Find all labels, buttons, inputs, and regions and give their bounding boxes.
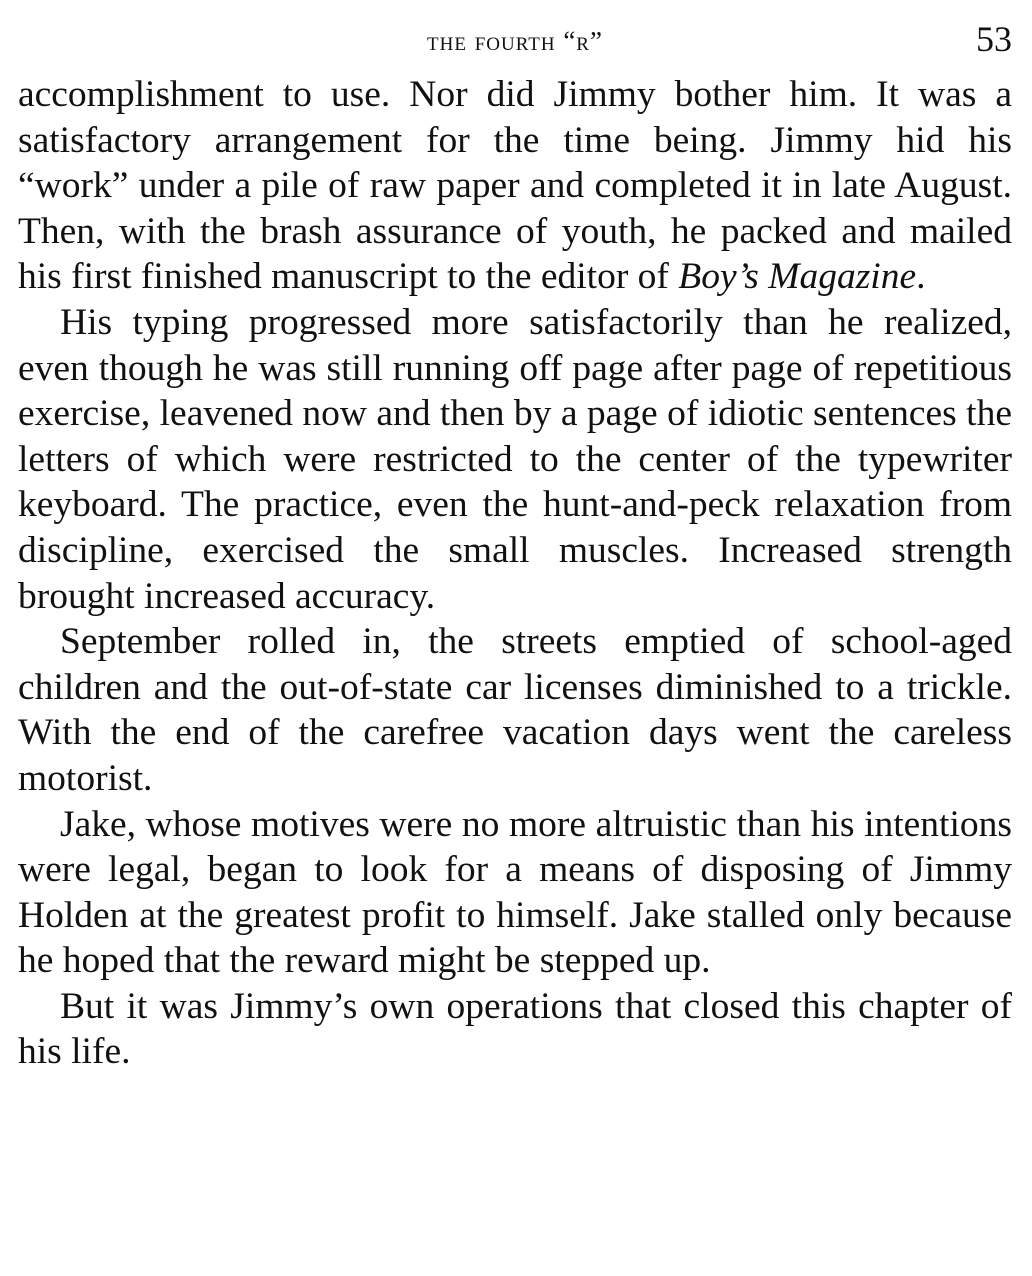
running-title: the fourth “r” [427, 26, 603, 56]
paragraph-1-text: accomplishment to use. Nor did Jimmy bother him. It was a satisfactory arrangement for the time being. Jimmy hid his “work” under a pile of raw paper and completed it in late August. Then, with the brash assurance of youth, he packed and mailed his first finished manuscript to the editor of [18, 74, 1012, 298]
book-page [18, 14, 1012, 1075]
paragraph-1 [18, 72, 1012, 300]
page-number: 53 [976, 19, 1012, 59]
paragraph-5: But it was Jimmy’s own operations that closed this chapter of his life. [18, 985, 1012, 1073]
body-text [18, 72, 1012, 1075]
magazine-title: Boy’s Magazine [678, 256, 917, 298]
paragraph-3: September rolled in, the streets emptied of school-aged children and the out-of-state car licenses diminished to a trickle. With the end of the carefree vacation days went the careless motorist. [18, 621, 1012, 799]
paragraph-4: Jake, whose motives were no more altruistic than his intentions were legal, began to look for a means of disposing of Jimmy Holden at the greatest profit to himself. Jake stalled only because he hoped that the reward might be stepped up. [18, 803, 1012, 982]
paragraph-2: His typing progressed more satisfactorily than he realized, even though he was still running off page after page of repetitious exercise, leavened now and then by a page of idiotic sentences the letters of which were restricted to the center of the typewriter keyboard. The practice, even the hunt-and-peck relaxation from discipline, exercised the small muscles. Increased strength brought increased accuracy. [18, 301, 1012, 617]
paragraph-1-end: . [916, 256, 926, 298]
running-head [18, 14, 1012, 72]
